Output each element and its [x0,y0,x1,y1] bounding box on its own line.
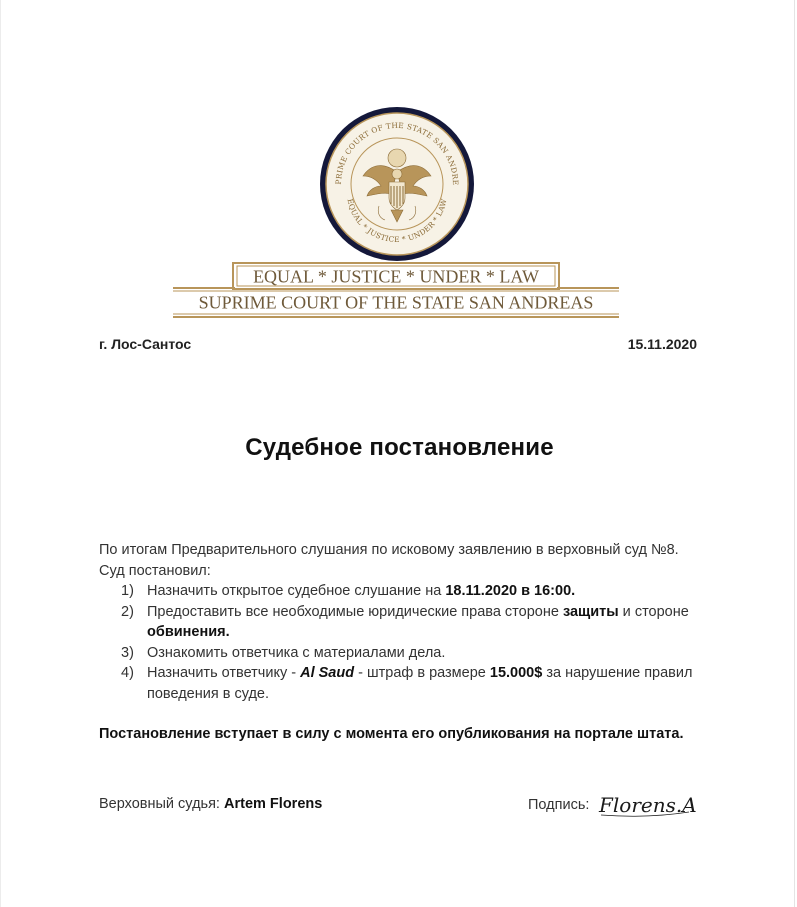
svg-text:SUPRIME COURT OF THE STATE SAN: PRIME COURT OF THE STATE SAN ANDRE [333,120,461,186]
list-item [99,602,703,643]
list-item [99,643,703,664]
court-name-text: SUPRIME COURT OF THE STATE SAN ANDREAS [198,292,594,313]
ruling-list [99,581,703,704]
intro-paragraph: По итогам Предварительного слушания по исковому заявлению в верховный суд №8. Суд постановил: [99,542,679,579]
fine-amount: 15.000$ [489,665,543,681]
judge-label: Верховный судья: [99,796,224,812]
court-banner [173,262,619,318]
list-item [99,581,703,602]
list-bold: 18.11.2020 в 16:00. [445,583,576,599]
list-text: Назначить ответчику - [147,665,301,681]
list-text: Предоставить все необходимые юридические права стороне [147,603,563,620]
list-number: 2) [121,603,134,620]
list-number: 1) [121,583,134,599]
court-banner-icon [173,262,619,318]
list-text: и стороне [618,603,689,620]
list-number: 3) [121,644,134,661]
court-seal [319,106,475,262]
document-title: Судебное постановление [245,434,554,461]
list-item [99,663,703,704]
list-bold: защиты [562,603,619,620]
court-seal-icon [319,106,475,262]
judge-name: Artem Florens [224,796,323,812]
signature-label: Подпись: [528,797,590,813]
signature-icon [597,790,697,820]
document-body [99,540,703,704]
list-number: 4) [121,665,134,681]
motto-text: EQUAL * JUSTICE * UNDER * LAW [253,266,539,287]
effect-statement: Постановление вступает в силу с момента его опубликования на портале штата. [99,726,684,742]
city: г. Лос-Сантос [99,336,192,352]
signature-text: Florens.A [599,793,698,817]
list-bold: обвинения. [147,624,230,640]
list-text: за нарушение правил поведения в суде. [147,665,693,702]
judge-line [99,796,322,812]
list-text: Назначить открытое судебное слушание на [147,583,446,599]
document-date: 15.11.2020 [627,336,697,352]
list-text: Ознакомить ответчика с материалами дела. [147,644,446,661]
signature-line [528,790,697,820]
defendant-name: Al Saud [300,665,355,681]
svg-text:EQUAL * JUSTICE * UNDER * LAW: EQUAL * JUSTICE * UNDER * LAW [345,197,449,245]
list-text: - штраф в размере [354,665,490,681]
